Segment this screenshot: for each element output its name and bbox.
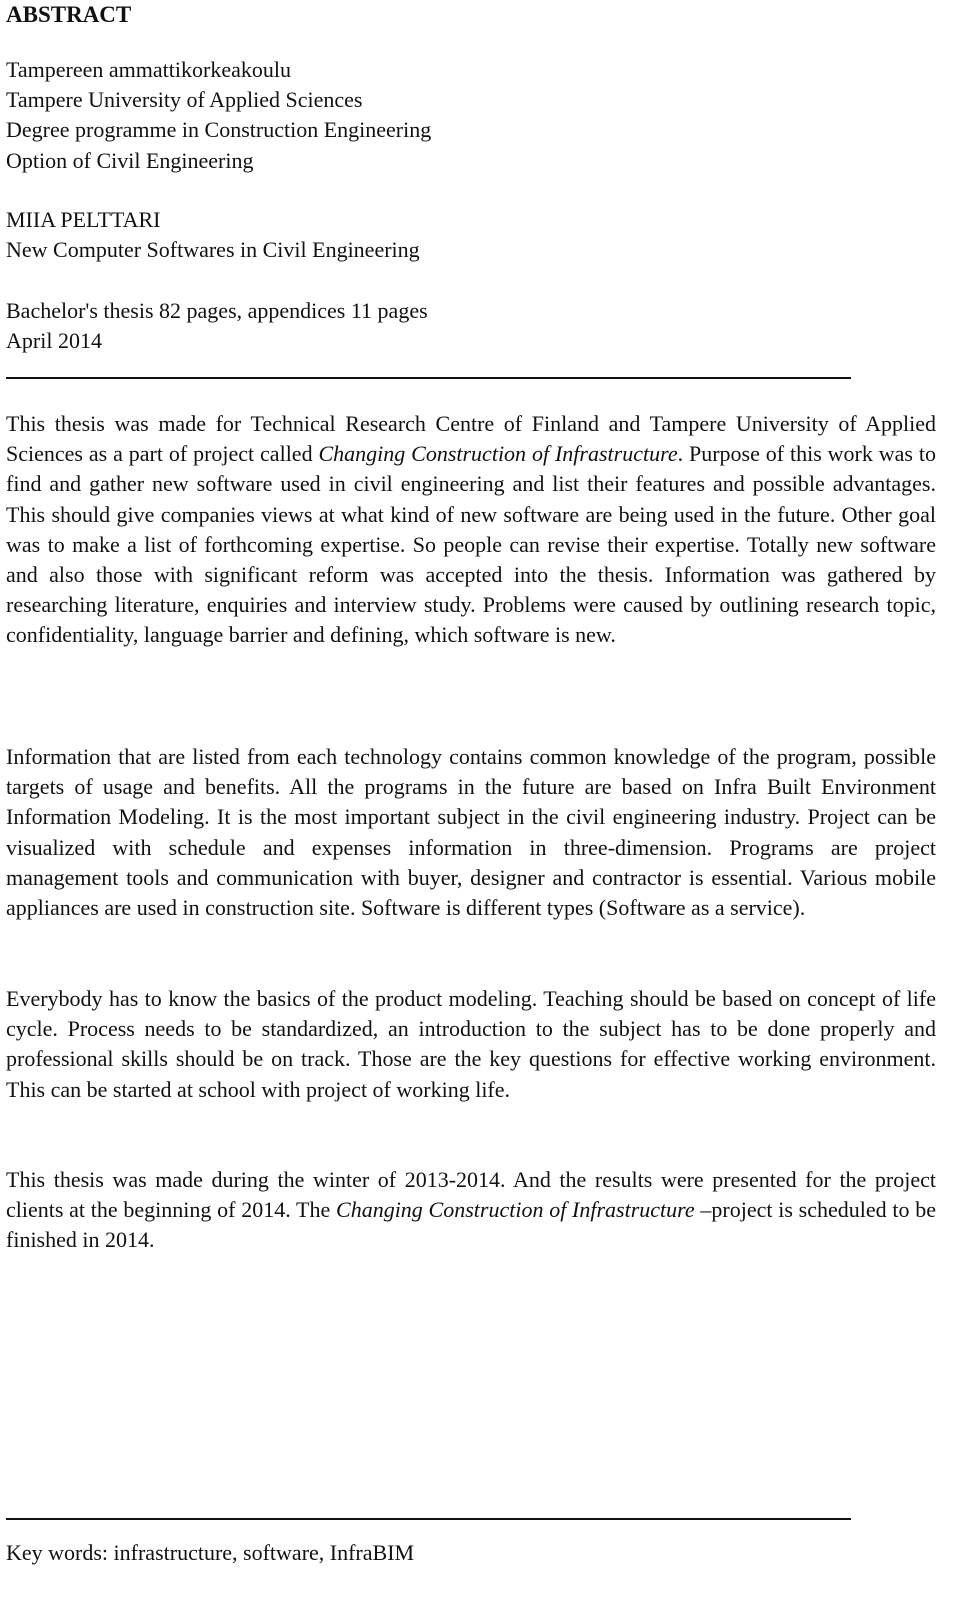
institution-block [6,55,936,176]
thesis-info-block [6,296,936,356]
thesis-type-pages: Bachelor's thesis 82 pages, appendices 11 pages [6,298,428,323]
project-name-italic: Changing Construction of Infrastructure [336,1197,695,1223]
project-name-italic: Changing Construction of Infrastructure [318,441,678,467]
abstract-paragraph-2: Information that are listed from each technology contains common knowledge of the program, possible targets of usage and benefits. All the programs in the future are based on Infra Built Environment Information Modeling. It is the most important subject in the civil engineering industry. Project can be visualized with schedule and expenses information in three-dimension. Programs are project management tools and communication with buyer, designer and contractor is essential. Various mobile appliances are used in construction site. Software is different types (Software as a service). [6,744,936,921]
bottom-divider [6,1518,851,1520]
thesis-title: New Computer Softwares in Civil Engineering [6,237,420,263]
institution-line: Tampereen ammattikorkeakoulu [6,57,291,82]
keywords-line [6,1538,936,1568]
author-block [6,205,936,265]
abstract-heading: ABSTRACT [6,2,132,27]
thesis-date: April 2014 [6,328,102,354]
abstract-paragraph-1 [6,409,936,651]
top-divider [6,377,851,379]
paragraph-text: . Purpose of this work was to find and gather new software used in civil engineering and list their features and possible advantages. This should give companies views at what kind of new software are being used in the future. Other goal was to make a list of forthcoming expertise. So people can revise their expertise. Totally new software and also those with significant reform was accepted into the thesis. Information was gathered by researching literature, enquiries and interview study. Problems were caused by outlining research topic, confidentiality, language barrier and defining, which software is new. [6,441,936,648]
author-name: MIIA PELTTARI [6,207,161,232]
institution-line: Tampere University of Applied Sciences [6,87,363,113]
abstract-paragraph-3: Everybody has to know the basics of the product modeling. Teaching should be based on concept of life cycle. Process needs to be standardized, an introduction to the subject has to be done properly and professional skills should be on track. Those are the key questions for effective working environment. This can be started at school with project of working life. [6,986,936,1102]
degree-programme: Degree programme in Construction Engineering [6,117,432,143]
abstract-paragraph-4 [6,1165,936,1256]
paragraph-text: This thesis was made during the winter of 2013-2014. And the results were presented for the project clients at the beginning of 2014. The [6,1167,936,1223]
keywords-text: Key words: infrastructure, software, InfraBIM [6,1540,415,1565]
paragraph-text: This thesis was made for Technical Research Centre of Finland and Tampere University of Applied Sciences as a part of project called [6,411,936,467]
degree-option: Option of Civil Engineering [6,147,254,173]
paragraph-text: –project is scheduled to be finished in 2014. [6,1197,936,1253]
